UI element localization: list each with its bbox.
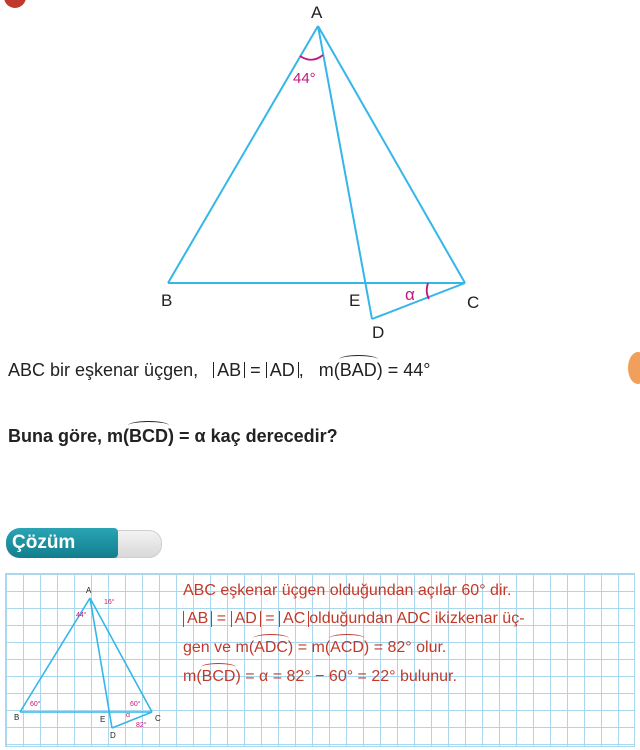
small-angle-60-b: 60° (30, 701, 41, 708)
solution-line-3: gen ve m(ADC) = m(ACD) = 82° olur. (183, 639, 447, 656)
point-label-e: E (349, 291, 361, 310)
solution-line-4: m(BCD) = α = 82° − 60° = 22° bulunur. (183, 668, 457, 685)
abs-ab: AB (213, 362, 245, 378)
small-angle-82: 82° (136, 722, 147, 729)
solution-badge-label: Çözüm (6, 528, 118, 558)
angle-bcd-hat: BCD (129, 426, 169, 446)
point-label-d: D (372, 323, 385, 342)
angle-alpha-label: α (405, 285, 415, 304)
small-angle-16: 16° (104, 599, 115, 606)
problem-question: Buna göre, m(BCD) = α kaç derecedir? (8, 426, 338, 446)
small-angle-44: 44° (76, 612, 87, 619)
abs-ad: AD (266, 362, 299, 378)
point-label-a: A (311, 3, 323, 22)
solution-line-2: AB = AD = AC olduğundan ADC ikizkenar üç- (183, 610, 525, 628)
point-label-c: C (467, 293, 480, 312)
problem-statement: ABC bir eşkenar üçgen, AB = AD , m(BAD) = 44° (8, 360, 431, 380)
small-label-c: C (155, 714, 161, 723)
small-angle-alpha: α (126, 712, 131, 719)
angle-bad-label: 44° (293, 70, 316, 87)
small-label-b: B (14, 713, 20, 722)
small-label-e: E (100, 715, 106, 724)
small-label-d: D (110, 731, 116, 740)
solution-line-1: ABC eşkenar üçgen olduğundan açılar 60° dir. (183, 582, 512, 599)
angle-bad-hat: BAD (339, 360, 377, 380)
small-label-a: A (86, 586, 92, 595)
small-angle-60-c: 60° (130, 701, 141, 708)
point-label-b: B (161, 291, 173, 310)
